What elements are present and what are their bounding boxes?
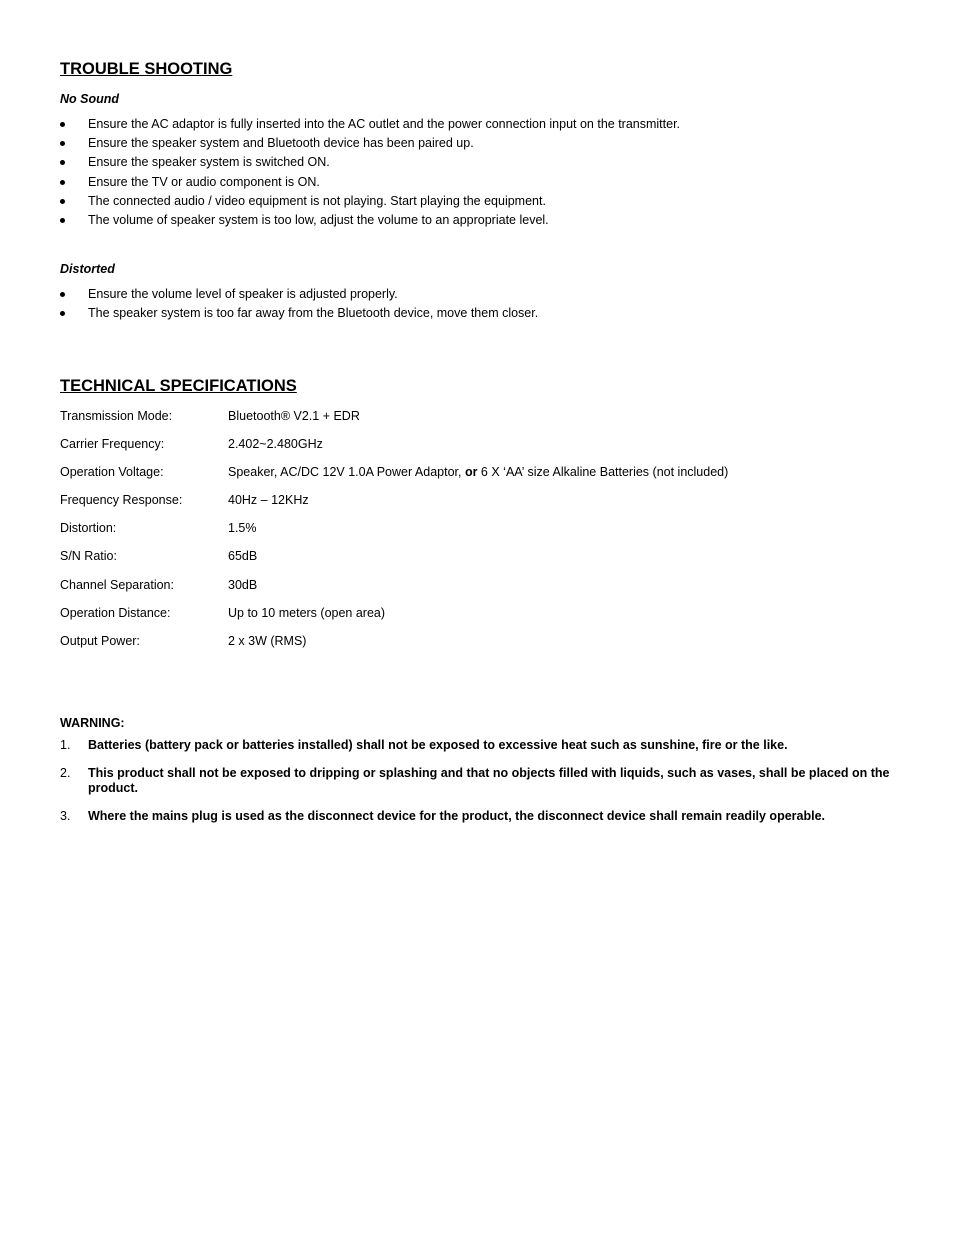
spec-label: Frequency Response:: [60, 493, 183, 508]
list-item: [60, 192, 900, 211]
spec-label: Distortion:: [60, 521, 117, 536]
list-item: [60, 134, 900, 153]
spec-label: Carrier Frequency:: [60, 437, 165, 452]
warning-text: Batteries (battery pack or batteries installed) shall not be exposed to excessive heat such as sunshine, fire or the like.: [88, 738, 788, 752]
bullet-icon: [60, 122, 65, 127]
specifications-title: TECHNICAL SPECIFICATIONS: [60, 377, 297, 395]
spec-label: Operation Voltage:: [60, 465, 164, 480]
list-item: [60, 115, 900, 134]
list-item-text: Ensure the volume level of speaker is adjusted properly.: [88, 287, 398, 301]
bullet-icon: [60, 311, 65, 316]
spec-value-part: 6 X ‘AA’ size Alkaline Batteries (not included): [477, 465, 729, 480]
spec-row: [60, 493, 900, 521]
bullet-icon: [60, 218, 65, 223]
list-item-text: The speaker system is too far away from the Bluetooth device, move them closer.: [88, 306, 539, 321]
spec-label: Operation Distance:: [60, 605, 171, 620]
bullet-icon: [60, 160, 65, 165]
list-item-text: Ensure the speaker system and Bluetooth device has been paired up.: [88, 136, 474, 151]
list-item: [60, 304, 900, 323]
no-sound-heading: No Sound: [60, 92, 120, 106]
spec-value: 65dB: [228, 549, 258, 564]
warning-number: 1.: [60, 738, 71, 752]
bullet-icon: [60, 180, 65, 185]
bullet-icon: [60, 141, 65, 146]
spec-value: 30dB: [228, 577, 258, 592]
spec-value: [228, 465, 728, 479]
warning-text: Where the mains plug is used as the disconnect device for the product, the disconnect device shall remain readily operable.: [88, 809, 826, 823]
list-item-text: Ensure the TV or audio component is ON.: [88, 174, 320, 189]
warning-number: 2.: [60, 766, 71, 780]
spec-row: [60, 437, 900, 465]
spec-value: Bluetooth® V2.1 + EDR: [228, 409, 360, 423]
spec-row: [60, 521, 900, 549]
list-item: [60, 153, 900, 172]
bullet-icon: [60, 199, 65, 204]
list-item: [60, 211, 900, 230]
spec-value: 40Hz – 12KHz: [228, 493, 309, 508]
distorted-list: [60, 285, 900, 323]
no-sound-list: [60, 115, 900, 230]
spec-value: Up to 10 meters (open area): [228, 605, 386, 620]
spec-value: 2.402~2.480GHz: [228, 437, 323, 452]
spec-label: Transmission Mode:: [60, 409, 173, 423]
warning-list: [60, 738, 900, 824]
spec-row: [60, 549, 900, 577]
spec-label: S/N Ratio:: [60, 549, 117, 564]
list-item: [60, 285, 900, 304]
spec-value-emphasis: or: [464, 465, 478, 480]
list-item-text: The connected audio / video equipment is not playing. Start playing the equipment.: [88, 193, 546, 208]
spec-value: 2 x 3W (RMS): [228, 633, 307, 648]
spec-row: [60, 578, 900, 606]
spec-row: [60, 606, 900, 634]
spec-value-part: Speaker, AC/DC 12V 1.0A Power Adaptor,: [228, 465, 465, 480]
distorted-heading: Distorted: [60, 262, 115, 276]
list-item-text: The volume of speaker system is too low, adjust the volume to an appropriate level.: [88, 212, 549, 227]
spec-row: [60, 465, 900, 493]
warning-title: WARNING:: [60, 716, 125, 730]
warning-item: [60, 766, 900, 796]
warning-text: This product shall not be exposed to dripping or splashing and that no objects filled with liquids, such as vases, shall be placed on the product.: [88, 766, 890, 795]
specifications-table: [60, 409, 900, 662]
warning-item: [60, 809, 900, 824]
list-item: [60, 173, 900, 192]
list-item-text: Ensure the AC adaptor is fully inserted into the AC outlet and the power connection input on the transmitter.: [88, 117, 681, 131]
bullet-icon: [60, 292, 65, 297]
spec-row: [60, 634, 900, 662]
troubleshooting-title: TROUBLE SHOOTING: [60, 60, 233, 78]
warning-number: 3.: [60, 809, 71, 823]
spec-row: [60, 409, 900, 437]
warning-item: [60, 738, 900, 753]
spec-label: Channel Separation:: [60, 577, 174, 592]
spec-label: Output Power:: [60, 633, 140, 648]
spec-value: 1.5%: [228, 521, 257, 536]
list-item-text: Ensure the speaker system is switched ON.: [88, 155, 330, 170]
